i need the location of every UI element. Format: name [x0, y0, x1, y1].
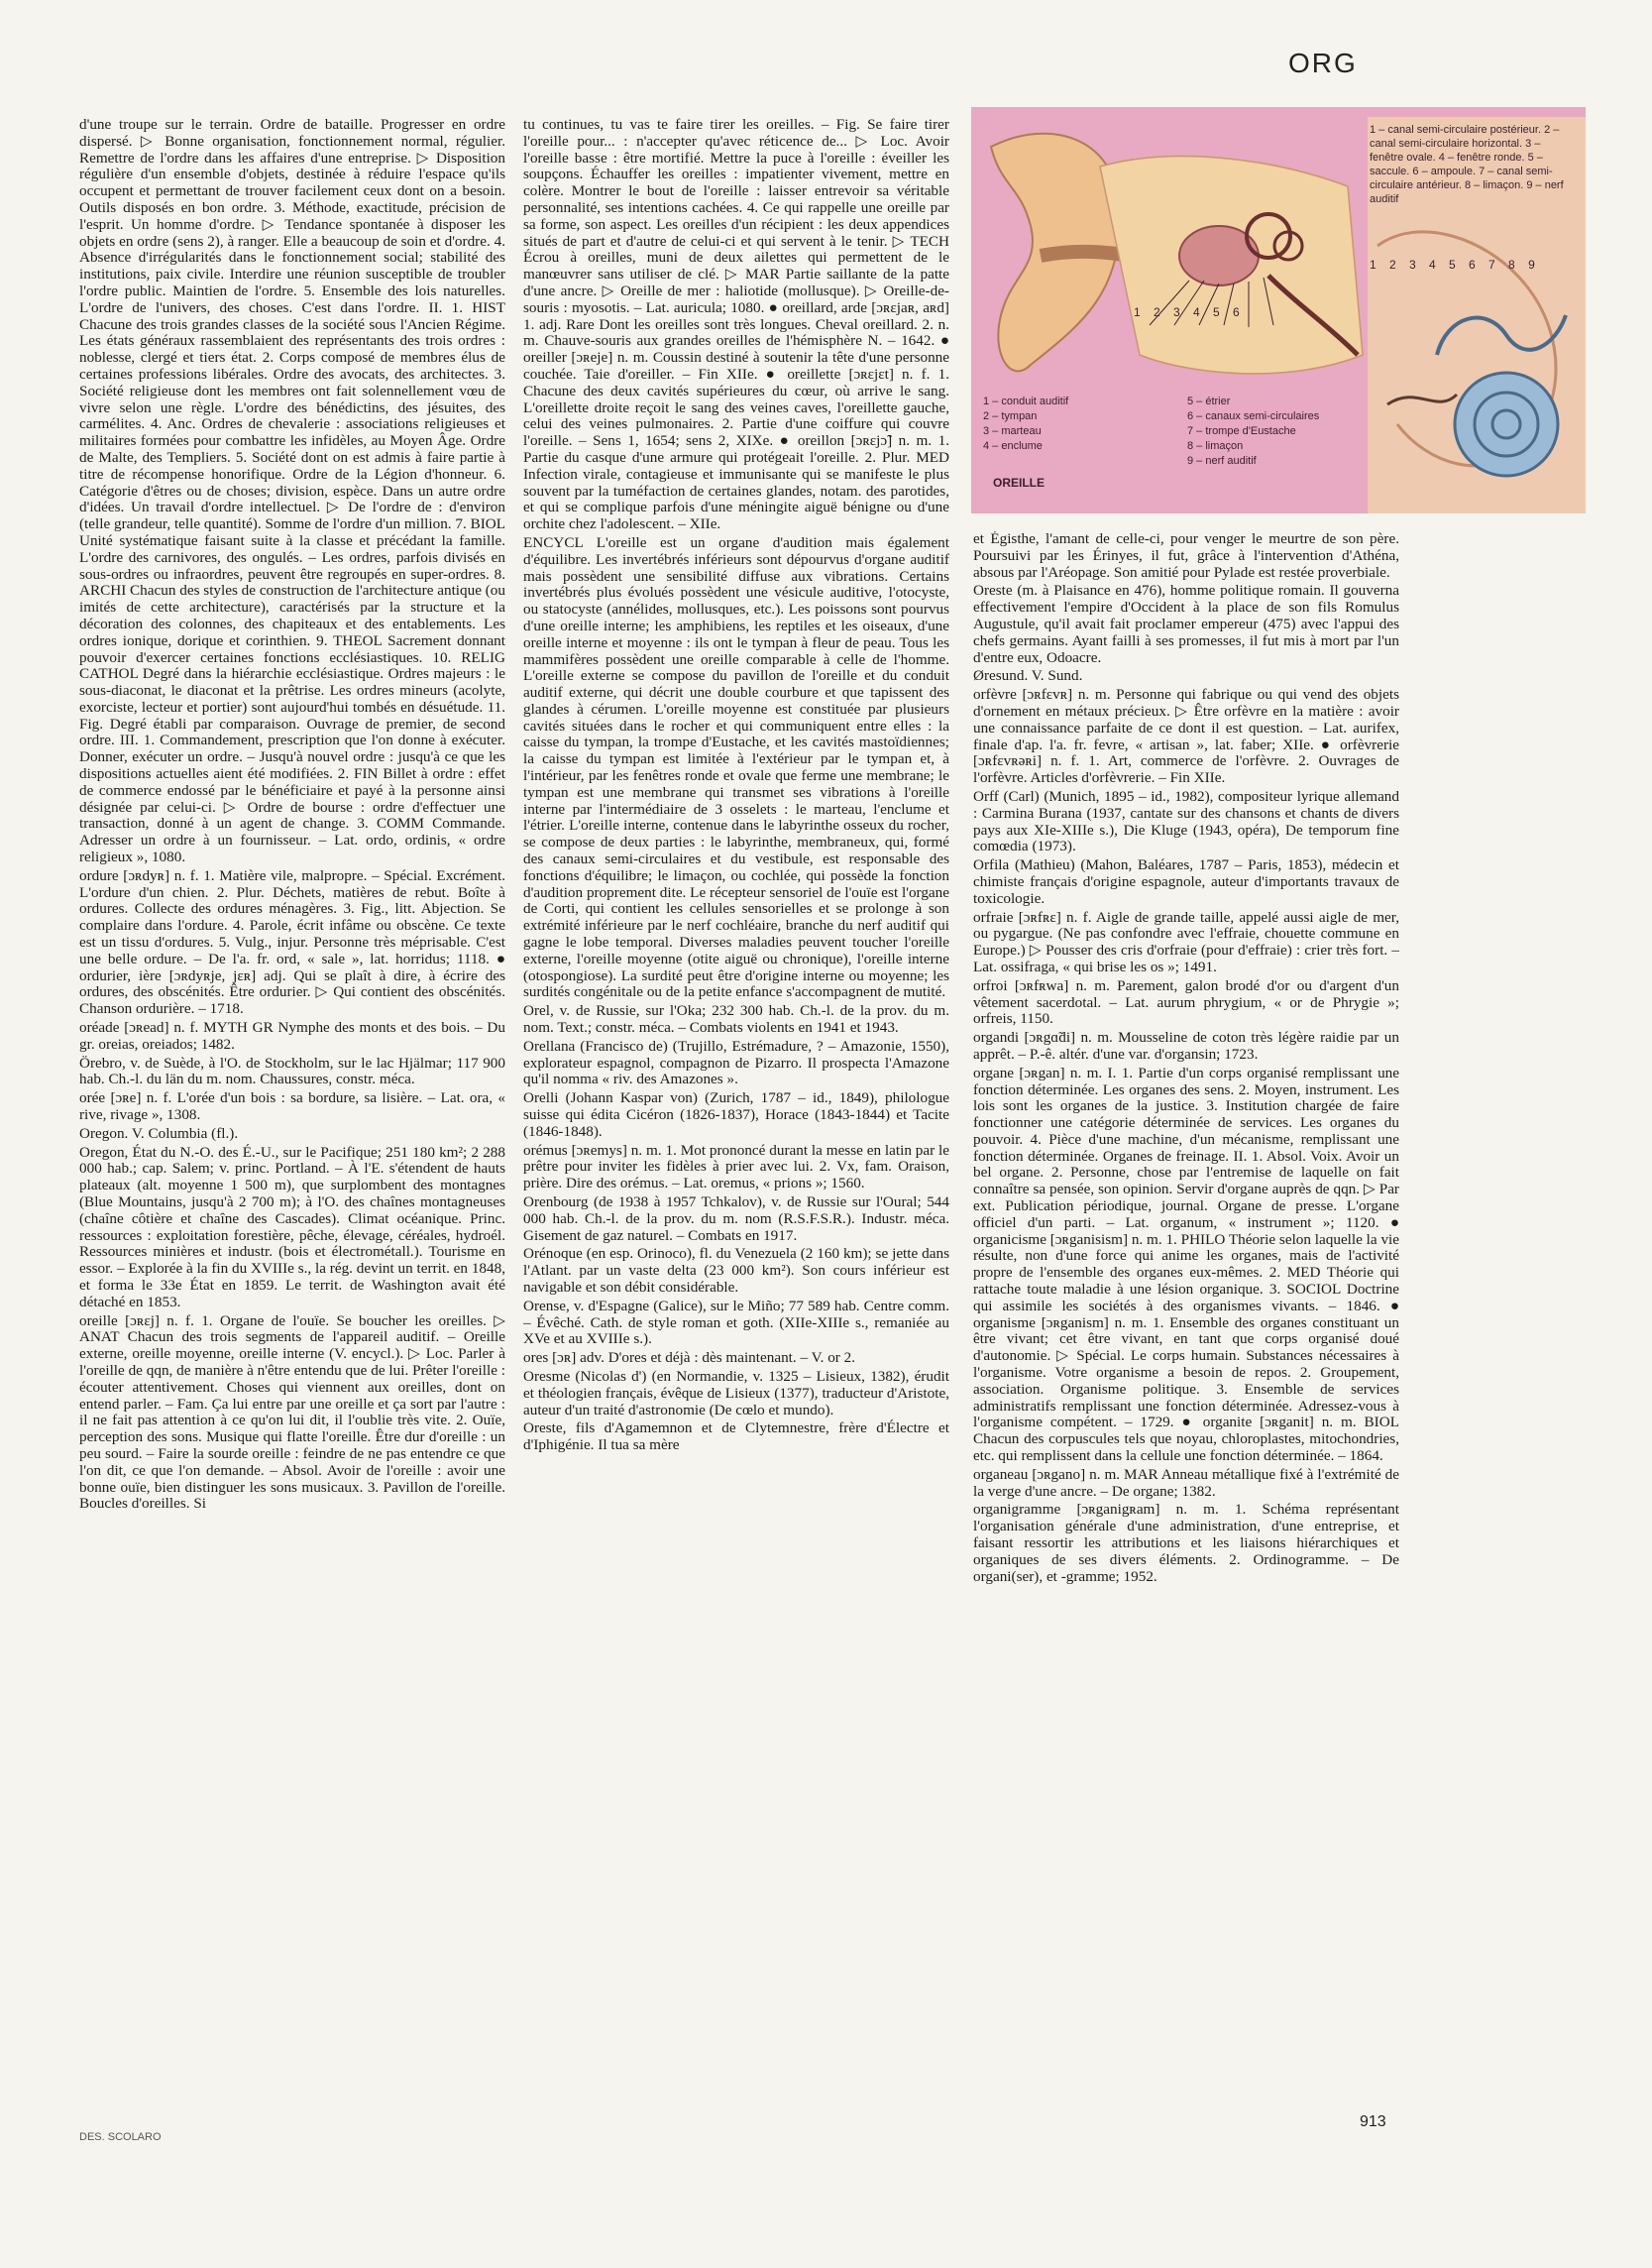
legend-item: 5 – étrier: [1187, 396, 1231, 407]
entry-orenbourg: Orenbourg (de 1938 à 1957 Tchkalov), v. de Russie sur l'Oural; 544 000 hab. Ch.-l. de la prov. du m. nom (R.S.F.S.R.). Industr. méca. Gisement de gaz naturel. – Combats en 1917.: [523, 1193, 949, 1244]
entry-oremus: orémus [ɔʀemys] n. m. 1. Mot prononcé durant la messe en latin par le prêtre pour inviter les fidèles à prier avec lui. 2. Vx, fam. Oraison, prière. Dire des orémus. – Lat. oremus, « prions »; 1560.: [523, 1141, 949, 1192]
entry-text: et Égisthe, l'amant de celle-ci, pour venger le meurtre de son père. Poursuivi par les Érinyes, il fut, grâce à l'intervention d'Athéna, absous par l'Aréopage. Son amitié pour Pylade est restée proverbiale.: [973, 531, 1399, 581]
illustration-credit: DES. SCOLARO: [79, 2131, 162, 2143]
caption-number-scale: 1 2 3 4 5 6 7 8 9: [1370, 258, 1540, 272]
entry-oreste: Oreste, fils d'Agamemnon et de Clytemnestre, frère d'Électre et d'Iphigénie. Il tua sa mère: [523, 1419, 949, 1454]
legend-left: [983, 395, 1181, 454]
column-2: [523, 117, 949, 2114]
legend-item: 4 – enclume: [983, 440, 1043, 452]
entry-orebro: Örebro, v. de Suède, à l'O. de Stockholm, sur le lac Hjälmar; 117 900 hab. Ch.-l. du län du m. nom. Chaussures, constr. méca.: [79, 1054, 505, 1088]
entry-oreille: oreille [ɔʀɛj] n. f. 1. Organe de l'ouïe. Se boucher les oreilles. ▷ ANAT Chacun des trois segments de l'appareil auditif. – Oreille externe, oreille moyenne, oreille interne (V. encycl.). ▷ Loc. Parler à l'oreille de qqn, de manière à n'être entendu que de lui. Prêter l'oreille : écouter attentivement. Choses qui viennent aux oreilles, dont on entend parler. – Fam. Ça lui entre par une oreille et ça sort par l'autre : il ne fait pas attention à ce qu'on lui dit, il l'oublie très vite. 2. Ouïe, perception des sons. Musique qui flatte l'oreille. Être dur d'oreille : un peu sourd. – Faire la sourde oreille : feindre de ne pas entendre ce que l'on dit, ce que l'on demande. – Absol. Avoir de l'oreille : avoir une bonne ouïe, bien distinguer les sons musicaux. 3. Pavillon de l'oreille. Boucles d'oreilles. Si: [79, 1311, 505, 1513]
page-number: 913: [1360, 2113, 1386, 2130]
legend-item: 6 – canaux semi-circulaires: [1187, 410, 1320, 422]
illustration-title: OREILLE: [993, 476, 1046, 490]
entry-orff: Orff (Carl) (Munich, 1895 – id., 1982), compositeur lyrique allemand : Carmina Burana (1937, cantate sur des chansons et chants de divers pays aux XIe-XIIIe s.), Die Kluge (1943, opéra), De temporum fine comœdia (1973).: [973, 787, 1399, 855]
legend-item: 9 – nerf auditif: [1187, 455, 1257, 467]
entry-ordure: ordure [ɔʀdyʀ] n. f. 1. Matière vile, malpropre. – Spécial. Excrément. L'ordure d'un chien. 2. Plur. Déchets, matières de rebut. Boîte à ordures. Collecte des ordures ménagères. 3. Fig., litt. Abjection. Se complaire dans l'ordure. 4. Parole, écrit infâme ou obscène. Ce texte est un tissu d'ordures. 5. Vulg., injur. Personne très méprisable. C'est une belle ordure. – De l'a. fr. ord, « sale », lat. horridus; 1118. ● ordurier, ière [ɔʀdyʀje, jɛʀ] adj. Qui se plaît à dire, à écrire des ordures, des obscénités. Être ordurier. ▷ Qui contient des obscénités. Chanson ordurière. – 1718.: [79, 866, 505, 1018]
legend-item: 8 – limaçon: [1187, 440, 1244, 452]
entry-orellana: Orellana (Francisco de) (Trujillo, Estrémadure, ? – Amazonie, 1550), explorateur espagnol, compagnon de Pizarro. Il prospecta l'Amazone qu'il nomma « riv. des Amazones ».: [523, 1037, 949, 1088]
column-1: [79, 117, 505, 2114]
entry-orfraie: orfraie [ɔʀfʀɛ] n. f. Aigle de grande taille, appelé aussi aigle de mer, ou pygargue. (Ne pas confondre avec l'effraie, chouette commune en Europe.) ▷ Pousser des cris d'orfraie (pour d'effraie) : crier très fort. – Lat. ossifraga, « qui brise les os »; 1491.: [973, 908, 1399, 975]
entry-ores: ores [ɔʀ] adv. D'ores et déjà : dès maintenant. – V. or 2.: [523, 1349, 856, 1367]
entry-orfevre: orfèvre [ɔʀfɛvʀ] n. m. Personne qui fabrique ou qui vend des objets d'ornement en métaux précieux. ▷ Être orfèvre en la matière : avoir une connaissance parfaite de ce dont il est question. – Lat. aurifex, finale d'ap. l'a. fr. fevre, « artisan », lat. faber; XIIe. ● orfèvrerie [ɔʀfɛvʀəʀi] n. f. 1. Art, commerce de l'orfèvre. 2. Ouvrages de l'orfèvre. Articles d'orfèvrerie. – Fin XIIe.: [973, 686, 1399, 787]
running-head: ORG: [1288, 48, 1358, 78]
legend-item: 2 – tympan: [983, 410, 1038, 422]
column-3: [973, 531, 1399, 2137]
entry-orense: Orense, v. d'Espagne (Galice), sur le Miño; 77 589 hab. Centre comm. – Évêché. Cath. de style roman et goth. (XIIe-XIIIe s., remaniée au XVe et au XVIIIe s.).: [523, 1297, 949, 1348]
entry-oregon-river: Oregon. V. Columbia (fl.).: [79, 1124, 239, 1142]
legend-item: 1 – conduit auditif: [983, 396, 1069, 407]
entry-oreste-roman: Oreste (m. à Plaisance en 476), homme politique romain. Il gouverna effectivement l'empire d'Occident à la place de son fils Romulus Augustule, qu'il avait fait proclamer empereur (475) avec l'appui des chefs germains. Ayant failli à ses promesses, il fut mis à mort par l'un d'entre eux, Odoacre.: [973, 582, 1399, 666]
legend-item: 7 – trompe d'Eustache: [1187, 425, 1296, 437]
entry-text: d'une troupe sur le terrain. Ordre de bataille. Progresser en ordre dispersé. ▷ Bonne organisation, fonctionnement normal, régulier. Remettre de l'ordre dans les affaires d'une entreprise. ▷ Disposition régulière d'un ensemble d'objets, destinée à réduire l'espace qu'ils occupent et permettant de trouver facilement ceux dont on a besoin. Outils disposés en bon ordre. 3. Méthode, exactitude, précision de l'esprit. Un homme d'ordre. ▷ Tendance spontanée à disposer les objets en ordre (sens 2), à ranger. Elle a beaucoup de soin et d'ordre. 4. Absence d'irrégularités dans le fonctionnement social; stabilité des institutions, paix civile. Interdire une réunion susceptible de troubler l'ordre public. Maintien de l'ordre. 5. Ensemble des lois naturelles. L'ordre de l'univers, des choses. C'est dans l'ordre. II. 1. HIST Chacune des trois grandes classes de la société sous l'Ancien Régime. Les états généraux rassemblaient des représentants des trois ordres : noblesse, clergé et tiers état. 2. Corps composé de membres élus de certaines professions libérales. Ordre des avocats, des architectes. 3. Société religieuse dont les membres ont fait solennellement vœu de vivre selon une règle. L'ordre des bénédictins, des jésuites, des carmélites. 4. Anc. Ordres de chevalerie : associations religieuses et militaires formées pour combattre les infidèles, au Moyen Âge. Ordre de Malte, des Templiers. 5. Société dont on est admis à faire partie à titre de récompense honorifique. Ordre de la Légion d'honneur. 6. Catégorie d'êtres ou de choses; division, espèce. Dans un autre ordre d'idées. Un travail d'ordre intellectuel. ▷ De l'ordre de : d'environ (telle grandeur, telle quantité). Somme de l'ordre d'un million. 7. BIOL Unité systématique faisant suite à la classe et précédant la famille. L'ordre des carnivores, des ongulés. – Les ordres, parfois divisés en sous-ordres ou infraordres, peuvent être regroupés en super-ordres. 8. ARCHI Chacun des styles de construction de l'architecture antique (ou imités de cette architecture), caractérisés par la structure et la décoration des colonnes, des chapiteaux et des entablements. Les ordres ionique, dorique et corinthien. 9. THEOL Sacrement donnant pouvoir d'exercer certaines fonctions ecclésiastiques. 10. RELIG CATHOL Degré dans la hiérarchie ecclésiastique. Ordres majeurs : le sous-diaconat, le diaconat et la prêtrise. Les ordres mineurs (acolyte, exorciste, lecteur et portier) sont aujourd'hui tombés en désuétude. 11. Fig. Degré établi par comparaison. Ouvrage de premier, de second ordre. III. 1. Commandement, prescription que l'on donne à exécuter. Donner, exécuter un ordre. – Jusqu'à nouvel ordre : jusqu'à ce que les dispositions actuelles aient été modifiées. 2. FIN Billet à ordre : effet de commerce endossé par le bénéficiaire et payé à la personne ainsi désignée par celui-ci. ▷ Ordre de bourse : ordre d'effectuer une transaction, donné à un agent de change. 3. COMM Commande. Adresser un ordre à un fournisseur. – Lat. ordo, ordinis, « ordre religieux », 1080.: [79, 117, 505, 866]
entry-orel: Orel, v. de Russie, sur l'Oka; 232 300 hab. Ch.-l. de la prov. du m. nom. Text.; constr. méca. – Combats violents en 1941 et 1943.: [523, 1002, 949, 1037]
illustration-caption: 1 – canal semi-circulaire postérieur. 2 – canal semi-circulaire horizontal. 3 – fenêtre ovale. 4 – fenêtre ronde. 5 – saccule. 6 – ampoule. 7 – canal semi-circulaire antérieur. 8 – limaçon. 9 – nerf auditif: [1370, 124, 1564, 205]
entry-orfila: Orfila (Mathieu) (Mahon, Baléares, 1787 – Paris, 1853), médecin et chimiste français d'origine espagnole, auteur d'importants travaux de toxicologie.: [973, 856, 1399, 907]
legend-item: 3 – marteau: [983, 425, 1042, 437]
entry-organe: organe [ɔʀgan] n. m. I. 1. Partie d'un corps organisé remplissant une fonction déterminée. Les organes des sens. 2. Moyen, instrument. Les lois sont les organes de la justice. 3. Institution chargée de faire fonctionner une catégorie déterminée de services. Les organes du pouvoir. 4. Pièce d'une machine, d'un mécanisme, remplissant une fonction déterminée. Organes de freinage. II. 1. Absol. Voix. Avoir un bel organe. 2. Personne, chose par l'entremise de laquelle on fait connaître sa pensée, son opinion. Servir d'organe auprès de qqn. ▷ Par ext. Publication périodique, journal. Organe de presse. L'organe officiel d'un parti. – Lat. organum, « instrument »; 1120. ● organicisme [ɔʀganisism] n. m. 1. PHILO Théorie selon laquelle la vie résulte, non d'une force qui anime les organes, mais de l'activité propre de l'ensemble des organes eux-mêmes. 2. MED Théorie qui rattache toute maladie à une lésion organique. 3. SOCIOL Doctrine qui assimile les sociétés à des organismes vivants. – 1846. ● organisme [ɔʀganism] n. m. 1. Ensemble des organes constituant un être vivant; cet être vivant, en tant que corps organisé doué d'autonomie. ▷ Spécial. Le corps humain. Substances nécessaires à l'organisme. Votre organisme a besoin de repos. 2. Groupement, association. Organisme politique. 3. Ensemble de services administratifs remplissant une fonction déterminée. Adressez-vous à l'organisme compétent. – 1729. ● organite [ɔʀganit] n. m. BIOL Chacun des corpuscules tels que noyau, chloroplastes, mitochondries, etc. qui remplissent dans la cellule une fonction déterminée. – 1864.: [973, 1064, 1399, 1465]
entry-oree: orée [ɔʀe] n. f. L'orée d'un bois : sa bordure, sa lisière. – Lat. ora, « rive, rivage », 1308.: [79, 1089, 505, 1124]
entry-orenoque: Orénoque (en esp. Orinoco), fl. du Venezuela (2 160 km); se jette dans l'Atlant. par un vaste delta (23 000 km²). Son cours inférieur est navigable et son débit considérable.: [523, 1245, 949, 1296]
entry-organigramme: organigramme [ɔʀganigʀam] n. m. 1. Schéma représentant l'organisation générale d'une administration, d'une entreprise, et faisant ressortir les attributions et les liaisons hiérarchiques et organiques de ses divers éléments. 2. Ordinogramme. – De organi(ser), et -gramme; 1952.: [973, 1501, 1399, 1585]
legend-right: [1187, 395, 1405, 469]
entry-oreade: oréade [ɔʀead] n. f. MYTH GR Nymphe des monts et des bois. – Du gr. oreias, oreiados; 1482.: [79, 1019, 505, 1053]
entry-organeau: organeau [ɔʀgano] n. m. MAR Anneau métallique fixé à l'extrémité de la verge d'une ancre. – De organe; 1382.: [973, 1465, 1399, 1500]
entry-text: tu continues, tu vas te faire tirer les oreilles. – Fig. Se faire tirer l'oreille pour... : n'accepter qu'avec réticence de... ▷ Loc. Avoir l'oreille basse : être mortifié. Mettre la puce à l'oreille : éveiller les soupçons. Échauffer les oreilles : impatienter vivement, mettre en colère. Montrer le bout de l'oreille : laisser entrevoir sa véritable personnalité, ses intentions cachées. 4. Ce qui rappelle une oreille par sa forme, son aspect. Les oreilles d'un récipient : les deux appendices situés de part et d'autre de celui-ci et qui servent à le tenir. ▷ TECH Écrou à oreilles, muni de deux ailettes qui permettent de le manœuvrer sans utiliser de clé. ▷ MAR Partie saillante de la patte d'une ancre. ▷ Oreille de mer : haliotide (mollusque). ▷ Oreille-de-souris : myosotis. – Lat. auricula; 1080. ● oreillard, arde [ɔʀɛjaʀ, aʀd] 1. adj. Rare Dont les oreilles sont très longues. Cheval oreillard. 2. n. m. Chauve-souris aux grandes oreilles de l'hémisphère N. – 1642. ● oreiller [ɔʀeje] n. m. Coussin destiné à soutenir la tête d'une personne couchée. Taie d'oreiller. – Fin XIIe. ● oreillette [ɔʀɛjɛt] n. f. 1. Chacune des deux cavités supérieures du cœur, où arrive le sang. L'oreillette droite reçoit le sang des veines caves, l'oreillette gauche, celui des veines pulmonaires. 2. Partie d'une coiffure qui couvre l'oreille. – Sens 1, 1654; sens 2, XIXe. ● oreillon [ɔʀɛjɔ̃] n. m. 1. Partie du casque d'une armure qui protégeait l'oreille. 2. Plur. MED Infection virale, contagieuse et immunisante qui se manifeste le plus souvent par la tuméfaction de certaines glandes, notam. des parotides, et qui se complique parfois d'une méningite aiguë bénigne ou d'une orchite chez l'adolescent. – XIIe.: [523, 117, 949, 533]
entry-orelli: Orelli (Johann Kaspar von) (Zurich, 1787 – id., 1849), philologue suisse qui édita Cicéron (1826-1837), Horace (1843-1844) et Tacite (1846-1848).: [523, 1089, 949, 1140]
entry-encyclopedia: ENCYCL L'oreille est un organe d'audition mais également d'équilibre. Les invertébrés inférieurs sont dépourvus d'organe auditif mais possèdent une sensibilité diffuse aux vibrations. Certains invertébrés plus évolués possèdent une vésicule auditive, l'otocyste, ou statocyste (annélides, mollusques, etc.). Les poissons sont pourvus d'une oreille interne; les amphibiens, les reptiles et les oiseaux, d'une oreille interne et moyenne : ils ont le tympan à fleur de peau. Tous les mammifères possèdent une oreille comparable à celle de l'homme. L'oreille externe se compose du pavillon de l'oreille et du conduit auditif externe, qui décrit une double courbure et que tapissent des glandes à cérumen. L'oreille moyenne est constituée par plusieurs cavités situées dans le rocher et qui communiquent entre elles : la caisse du tympan, la trompe d'Eustache, et les cavités mastoïdiennes; la caisse du tympan est limitée à l'extérieur par le tympan et, à l'intérieur, par les fenêtres ronde et ovale que ferme une membrane; le tympan est une membrane qui transmet ses vibrations à l'oreille interne par l'intermédiaire de 3 osselets : le marteau, l'enclume et l'étrier. L'oreille interne, contenue dans le labyrinthe osseux du rocher, se compose de deux parties : le labyrinthe, membraneux, qui, formé des canaux semi-circulaires et du vestibule, est responsable des fonctions d'équilibre; le limaçon, ou cochlée, qui possède la fonction d'audition proprement dite. Le récepteur sensoriel de l'ouïe est l'organe de Corti, qui contient les cellules sensorielles et se prolonge à son extrémité inférieure par le nerf cochléaire, branche du nerf auditif qui gagne le lobe temporal. Diverses maladies peuvent toucher l'oreille externe, l'oreille moyenne (otite aiguë ou chronique), l'oreille interne (otospongiose). La surdité peut être d'origine interne ou moyenne; les surdités congénitale ou de la petite enfance s'accompagnent de mutité.: [523, 533, 949, 1001]
entry-oresund: Øresund. V. Sund.: [973, 667, 1083, 685]
callout-numbers: 1 2 3 4 5 6: [1134, 305, 1245, 319]
entry-organdi: organdi [ɔʀgɑ̃di] n. m. Mousseline de coton très légère raidie par un apprêt. – P.-ê. altér. d'une var. d'organsin; 1723.: [973, 1029, 1399, 1063]
entry-oresme: Oresme (Nicolas d') (en Normandie, v. 1325 – Lisieux, 1382), érudit et théologien français, évêque de Lisieux (1377), traducteur d'Aristote, auteur d'un traité d'astronomie (De cœlo et mundo).: [523, 1367, 949, 1418]
entry-oregon-state: Oregon, État du N.-O. des É.-U., sur le Pacifique; 251 180 km²; 2 288 000 hab.; cap. Salem; v. princ. Portland. – À l'E. s'étendent de hauts plateaux (alt. moyenne 1 500 m), que surplombent des montagnes (Blue Mountains, jusqu'à 2 700 m); à l'O. des chaînes montagneuses (chaîne côtière et chaîne des Cascades). Climat océanique. Princ. ressources : exploitation forestière, pêche, élevage, céréales, hydroél. Ressources minières et industr. (bois et électrométall.). Tourisme en essor. – Explorée à la fin du XVIIIe s., la rég. devint un territ. en 1848, et forma le 33e État en 1859. Le territ. de Washington avait été détaché en 1853.: [79, 1143, 505, 1310]
ear-illustration: [971, 107, 1586, 513]
entry-orfroi: orfroi [ɔʀfʀwa] n. m. Parement, galon brodé d'or ou d'argent d'un vêtement sacerdotal. – Lat. aurum phrygium, « or de Phrygie »; orfreis, 1150.: [973, 976, 1399, 1028]
